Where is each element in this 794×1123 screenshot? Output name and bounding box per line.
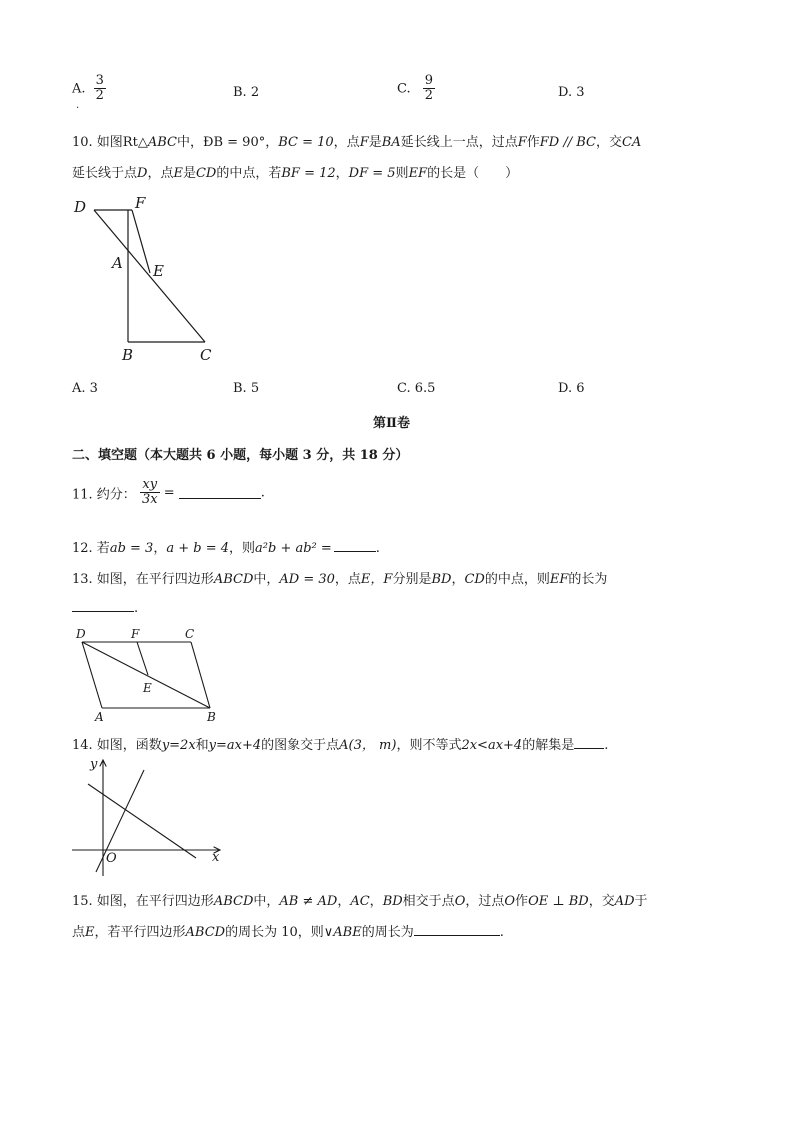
q15-tail5: 于	[634, 894, 648, 909]
q13-seg-ad	[82, 642, 102, 708]
q15-tail2: ，过点	[465, 894, 505, 909]
q15-tail4: ，交	[588, 894, 615, 909]
q14-label-o: O	[106, 851, 117, 866]
q13-figure	[70, 624, 230, 724]
q10-l2d: D	[137, 166, 148, 181]
q10-l2f: 则	[395, 166, 409, 181]
q13-tail: ，点	[334, 572, 361, 587]
q11-eq: =	[163, 485, 175, 501]
q10-option-b: B. 5	[233, 381, 260, 396]
q10-option-a: A. 3	[72, 381, 98, 396]
q10-f: F	[359, 135, 369, 150]
q14-line-ax4	[88, 784, 196, 858]
q15-line1	[72, 890, 648, 909]
q15-ad: AD	[614, 894, 635, 909]
q11-end: .	[260, 485, 265, 501]
q10-line2	[72, 162, 518, 181]
q15-l2a: 点	[72, 925, 86, 940]
q15-l2tri: ∨ABE	[323, 925, 362, 940]
q10-ba: BA	[381, 135, 401, 150]
q10-bc: BC = 10	[278, 135, 334, 150]
q10-tail: ，点	[333, 135, 360, 150]
q13-label-b: B	[207, 710, 216, 724]
q13-label-c: C	[185, 627, 195, 641]
q15-ac: AC	[350, 894, 370, 909]
q10-tail4: 作	[526, 135, 540, 150]
q13-bd: BD	[431, 572, 452, 587]
q13-cd: CD	[464, 572, 485, 587]
q10-l2df: DF = 5	[348, 166, 396, 181]
q13-seg-cb	[191, 642, 210, 708]
q11-den: 3x	[141, 492, 158, 508]
q10-l2c: 是	[182, 166, 196, 181]
q13-label-f: F	[131, 627, 140, 641]
q15-tail: 相交于点	[402, 894, 455, 909]
q13-mid: 中，	[253, 572, 280, 587]
q10-label-b: B	[122, 346, 134, 364]
q9-c-den: 2	[424, 88, 434, 104]
q13-sep: ，	[451, 572, 465, 587]
q12	[72, 537, 380, 556]
q13-ef: E，F	[360, 572, 393, 587]
q15-l2c: 的周长为 10，则	[225, 925, 324, 940]
q12-end: .	[375, 541, 380, 556]
q12-aplusb: a + b = 4	[166, 541, 230, 556]
q14-end: .	[604, 738, 609, 753]
q9-c-num: 9	[424, 73, 434, 88]
q13-ad: AD = 30	[279, 572, 335, 587]
q14-tail2: 的解集是	[522, 738, 575, 753]
q10-fd: FD // BC	[539, 135, 596, 150]
q10-l2e: E	[173, 166, 183, 181]
q10-l2b: ，点	[147, 166, 174, 181]
q11-answer-blank[interactable]	[179, 486, 261, 499]
q10-label-e: E	[153, 262, 164, 280]
q15-answer-blank[interactable]	[414, 923, 500, 936]
q15-o2: O	[504, 894, 516, 909]
q9-a-dot: .	[76, 100, 80, 111]
section-heading: 二、填空题（本大题共 6 小题，每小题 3 分，共 18 分）	[72, 448, 409, 463]
q9-a-label: A.	[72, 81, 86, 97]
q10-seg-dc	[94, 210, 205, 342]
q13-prefix: 13. 如图，在平行四边形	[72, 572, 214, 587]
q10-l2bf: BF = 12	[281, 166, 336, 181]
q13-abcd: ABCD	[213, 572, 254, 587]
q13-seg-fe	[137, 642, 148, 675]
q11	[72, 478, 265, 508]
q13-label-e: E	[143, 681, 152, 695]
q10-l2e2: ，	[335, 166, 349, 181]
q10-abc: ABC	[147, 135, 177, 150]
q15-oe: OE ⊥ BD	[528, 894, 589, 909]
q10-seg-fe	[132, 210, 150, 273]
q10-line1	[72, 131, 641, 150]
q14-and: 和	[195, 738, 209, 753]
q9-a-den: 2	[95, 88, 104, 104]
q15-sep2: ，	[369, 894, 383, 909]
q14-f1: y=2x	[161, 738, 196, 753]
q15-sep: ，	[337, 894, 351, 909]
q15-l2abcd: ABCD	[185, 925, 226, 940]
q11-num: xy	[140, 478, 160, 493]
q13-line2	[72, 599, 138, 616]
q14-label-y: y	[90, 757, 98, 772]
q9-option-d: D. 3	[558, 85, 585, 100]
q13-ef2: EF	[549, 572, 569, 587]
q9-c-label: C.	[397, 81, 411, 97]
q15-l2e: E	[85, 925, 95, 940]
q15-bd: BD	[382, 894, 403, 909]
q10-ca: CA	[621, 135, 642, 150]
q11-fraction	[140, 478, 160, 508]
q13-line1	[72, 568, 607, 587]
q10-prefix: 10. 如图Rt△	[72, 135, 148, 150]
q15-l2b: ，若平行四边形	[94, 925, 186, 940]
q15-abcd: ABCD	[213, 894, 254, 909]
q10-option-d: D. 6	[558, 381, 585, 396]
q13-end: .	[134, 601, 139, 616]
q13-label-a: A	[95, 710, 104, 724]
q13-tail4: 的长为	[568, 572, 608, 587]
q10-label-a: A	[112, 254, 123, 272]
q10-label-d: D	[74, 198, 87, 216]
q15-mid: 中，	[253, 894, 280, 909]
q13-tail2: 分别是	[392, 572, 432, 587]
q10-f2: F	[517, 135, 527, 150]
q10-mid: 中，ÐB = 90°，	[176, 135, 279, 150]
q14-label-x: x	[212, 850, 220, 865]
q15-prefix: 15. 如图，在平行四边形	[72, 894, 214, 909]
q10-l2a: 延长线于点	[72, 166, 138, 181]
q12-sep: ，	[153, 541, 167, 556]
q10-tail2: 是	[368, 135, 382, 150]
q14-tail: ，则不等式	[396, 738, 462, 753]
q14-figure	[70, 754, 230, 880]
q10-label-f: F	[135, 194, 146, 212]
q14-ineq: 2x<ax+4	[461, 738, 523, 753]
q13-tail3: 的中点，则	[484, 572, 550, 587]
q14-f2: y=ax+4	[208, 738, 262, 753]
q9-a-fraction	[94, 74, 106, 104]
q14-mid: 的图象交于点	[261, 738, 340, 753]
q9-option-c	[397, 74, 435, 104]
q10-option-c: C. 6.5	[397, 381, 436, 396]
q12-then: ，则	[229, 541, 256, 556]
q15-end: .	[499, 925, 504, 940]
section-title: 第Ⅱ卷	[373, 416, 410, 431]
q13-label-d: D	[76, 627, 86, 641]
q15-o: O	[454, 894, 466, 909]
q14-answer-blank[interactable]	[574, 736, 604, 749]
q15-line2	[72, 921, 504, 940]
q13-answer-blank[interactable]	[72, 599, 134, 612]
q15-tail3: 作	[515, 894, 529, 909]
q10-l2ef: EF	[408, 166, 428, 181]
q10-figure	[70, 192, 230, 364]
q15-ab-ne: AB ≠ AD	[279, 894, 338, 909]
q9-option-b: B. 2	[233, 85, 260, 100]
q10-l2cd: CD	[195, 166, 217, 181]
q15-l2d: 的周长为	[361, 925, 414, 940]
q9-c-fraction	[423, 74, 435, 104]
q12-answer-blank[interactable]	[334, 539, 376, 552]
q10-label-c: C	[200, 346, 212, 364]
q10-tail3: 延长线上一点，过点	[400, 135, 518, 150]
q12-prefix: 12. 若	[72, 541, 110, 556]
q12-ab: ab = 3	[109, 541, 154, 556]
q13-seg-db	[82, 642, 210, 708]
q11-prefix: 11. 约分：	[72, 487, 136, 503]
q12-expr: a²b + ab² =	[255, 541, 332, 556]
q14-prefix: 14. 如图，函数	[72, 738, 162, 753]
q10-tail5: ，交	[595, 135, 622, 150]
q10-l2g: 的长是（ ）	[427, 166, 519, 181]
q14-pt: A(3， m)	[339, 738, 397, 753]
q9-a-num: 3	[95, 73, 104, 88]
q14	[72, 734, 608, 753]
q10-l2d2: 的中点，若	[216, 166, 282, 181]
